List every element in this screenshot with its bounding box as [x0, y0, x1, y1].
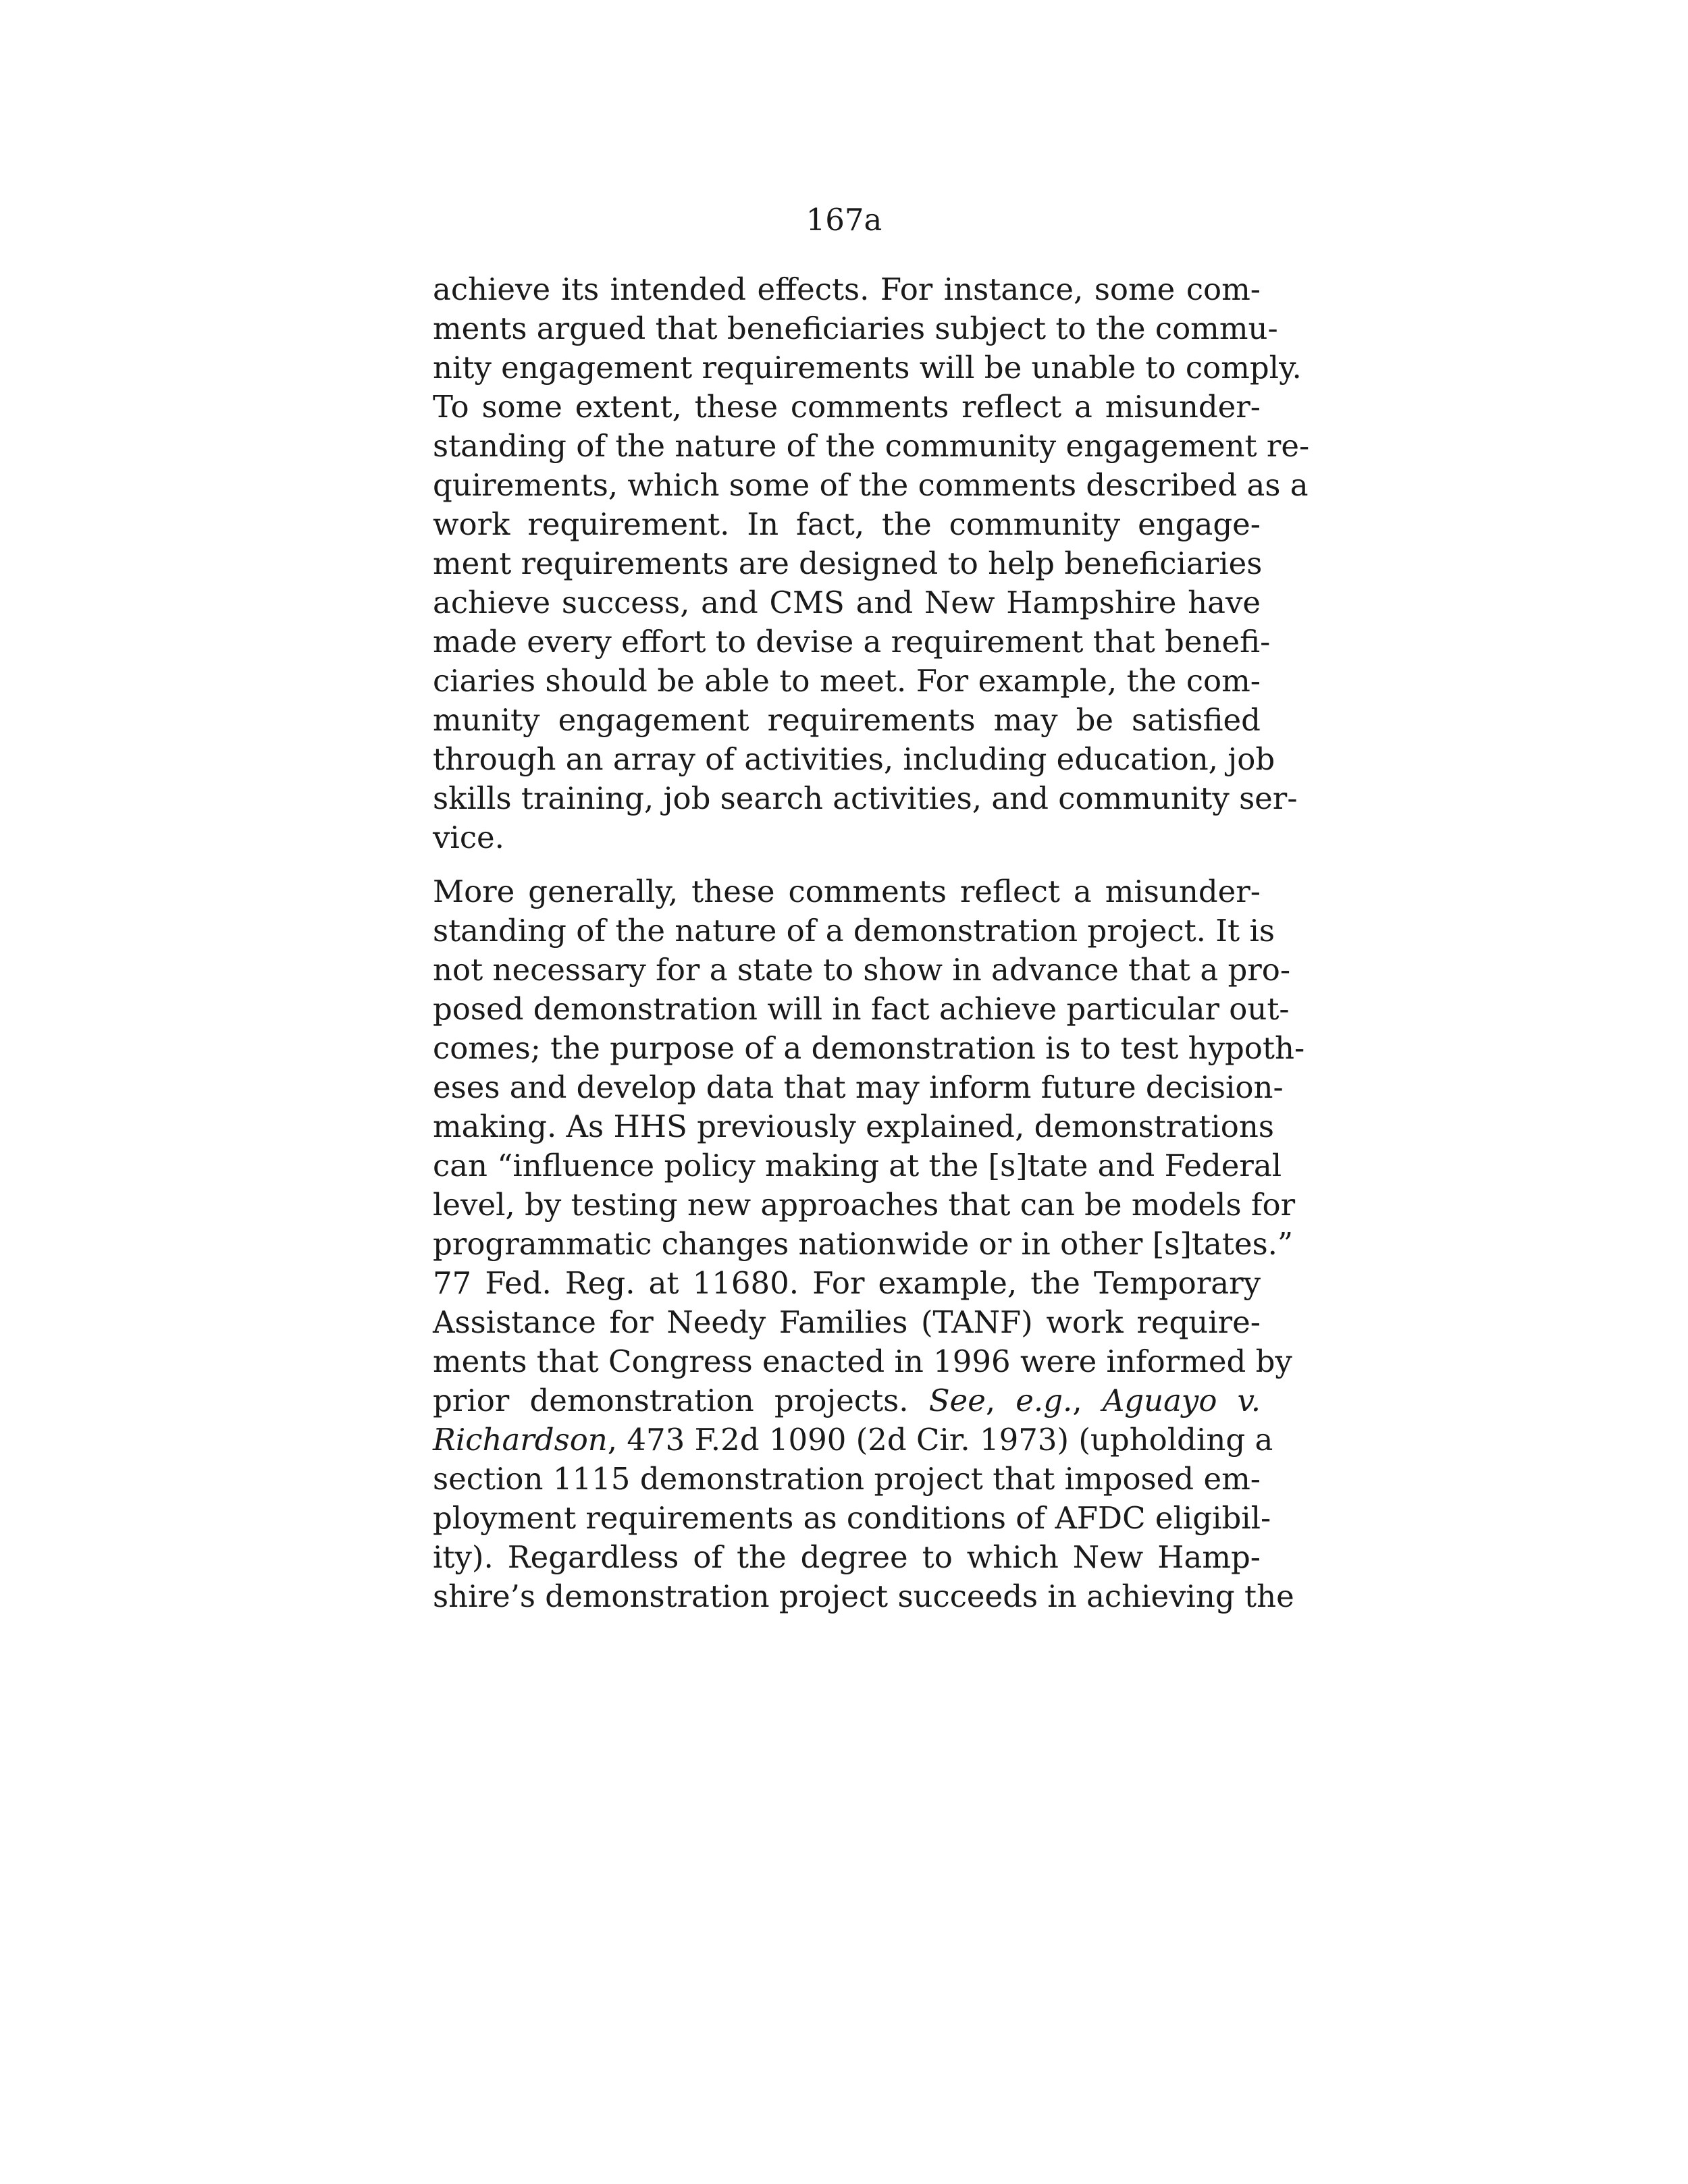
text-line: nity engagement requirements will be unable to comply.	[433, 350, 1302, 385]
text-line: made every effort to devise a requirement that benefi-	[433, 624, 1271, 660]
text-line: ciaries should be able to meet. For example, the com-	[433, 663, 1261, 699]
paragraph-1	[433, 270, 1310, 857]
text-line: ments that Congress enacted in 1996 were informed by	[433, 1343, 1292, 1379]
text-line: quirements, which some of the comments described as a	[433, 467, 1309, 503]
text-line: Assistance for Needy Families (TANF) work require-	[433, 1304, 1261, 1340]
text-line: 77 Fed. Reg. at 11680. For example, the Temporary	[433, 1265, 1261, 1301]
text-line: work requirement. In fact, the community engage-	[433, 506, 1261, 542]
text-run: ,	[985, 1383, 1016, 1418]
case-name: Aguayo v.	[1102, 1383, 1261, 1418]
text-line: achieve its intended effects. For instance, some com-	[433, 271, 1261, 307]
text-line: munity engagement requirements may be satisfied	[433, 702, 1261, 738]
text-line: eses and develop data that may inform future decision-	[433, 1069, 1284, 1105]
text-line: through an array of activities, including education, job	[433, 741, 1275, 777]
signal-eg: e.g.	[1016, 1383, 1073, 1418]
text-run: , 473 F.2d 1090 (2d Cir. 1973) (upholding a	[607, 1422, 1273, 1458]
text-line: can “influence policy making at the [s]tate and Federal	[433, 1148, 1282, 1183]
text-line: To some extent, these comments reflect a misunder-	[433, 389, 1261, 425]
text-line: skills training, job search activities, and community ser-	[433, 780, 1298, 816]
text-line: standing of the nature of a demonstration project. It is	[433, 913, 1275, 949]
text-line: shire’s demonstration project succeeds in achieving the	[433, 1578, 1294, 1614]
text-line: ity). Regardless of the degree to which New Hamp-	[433, 1539, 1261, 1575]
text-line: programmatic changes nationwide or in other [s]tates.”	[433, 1226, 1293, 1262]
text-run: prior demonstration projects.	[433, 1383, 929, 1418]
body-text	[433, 270, 1310, 1616]
text-line: ment requirements are designed to help beneficiaries	[433, 545, 1263, 581]
paragraph-2	[433, 872, 1305, 1616]
text-line: section 1115 demonstration project that imposed em-	[433, 1461, 1261, 1497]
signal-see: See	[928, 1383, 986, 1418]
text-line: posed demonstration will in fact achieve particular out-	[433, 991, 1290, 1027]
text-line: not necessary for a state to show in advance that a pro-	[433, 952, 1291, 988]
text-line-citation	[433, 1381, 1261, 1420]
text-line: standing of the nature of the community engagement re-	[433, 428, 1310, 464]
text-line: making. As HHS previously explained, demonstrations	[433, 1109, 1274, 1144]
text-line-citation	[433, 1420, 1273, 1460]
text-run: ,	[1072, 1383, 1103, 1418]
page-number: 167a	[806, 202, 882, 238]
case-name: Richardson	[433, 1422, 608, 1458]
text-line: ments argued that beneficiaries subject to the commu-	[433, 311, 1278, 346]
text-line: More generally, these comments reflect a misunder-	[433, 874, 1261, 909]
text-line: level, by testing new approaches that can be models for	[433, 1187, 1296, 1223]
text-line: vice.	[433, 820, 504, 855]
text-line: comes; the purpose of a demonstration is to test hypoth-	[433, 1030, 1305, 1066]
text-line: ployment requirements as conditions of AFDC eligibil-	[433, 1500, 1271, 1536]
text-line: achieve success, and CMS and New Hampshire have	[433, 585, 1261, 620]
